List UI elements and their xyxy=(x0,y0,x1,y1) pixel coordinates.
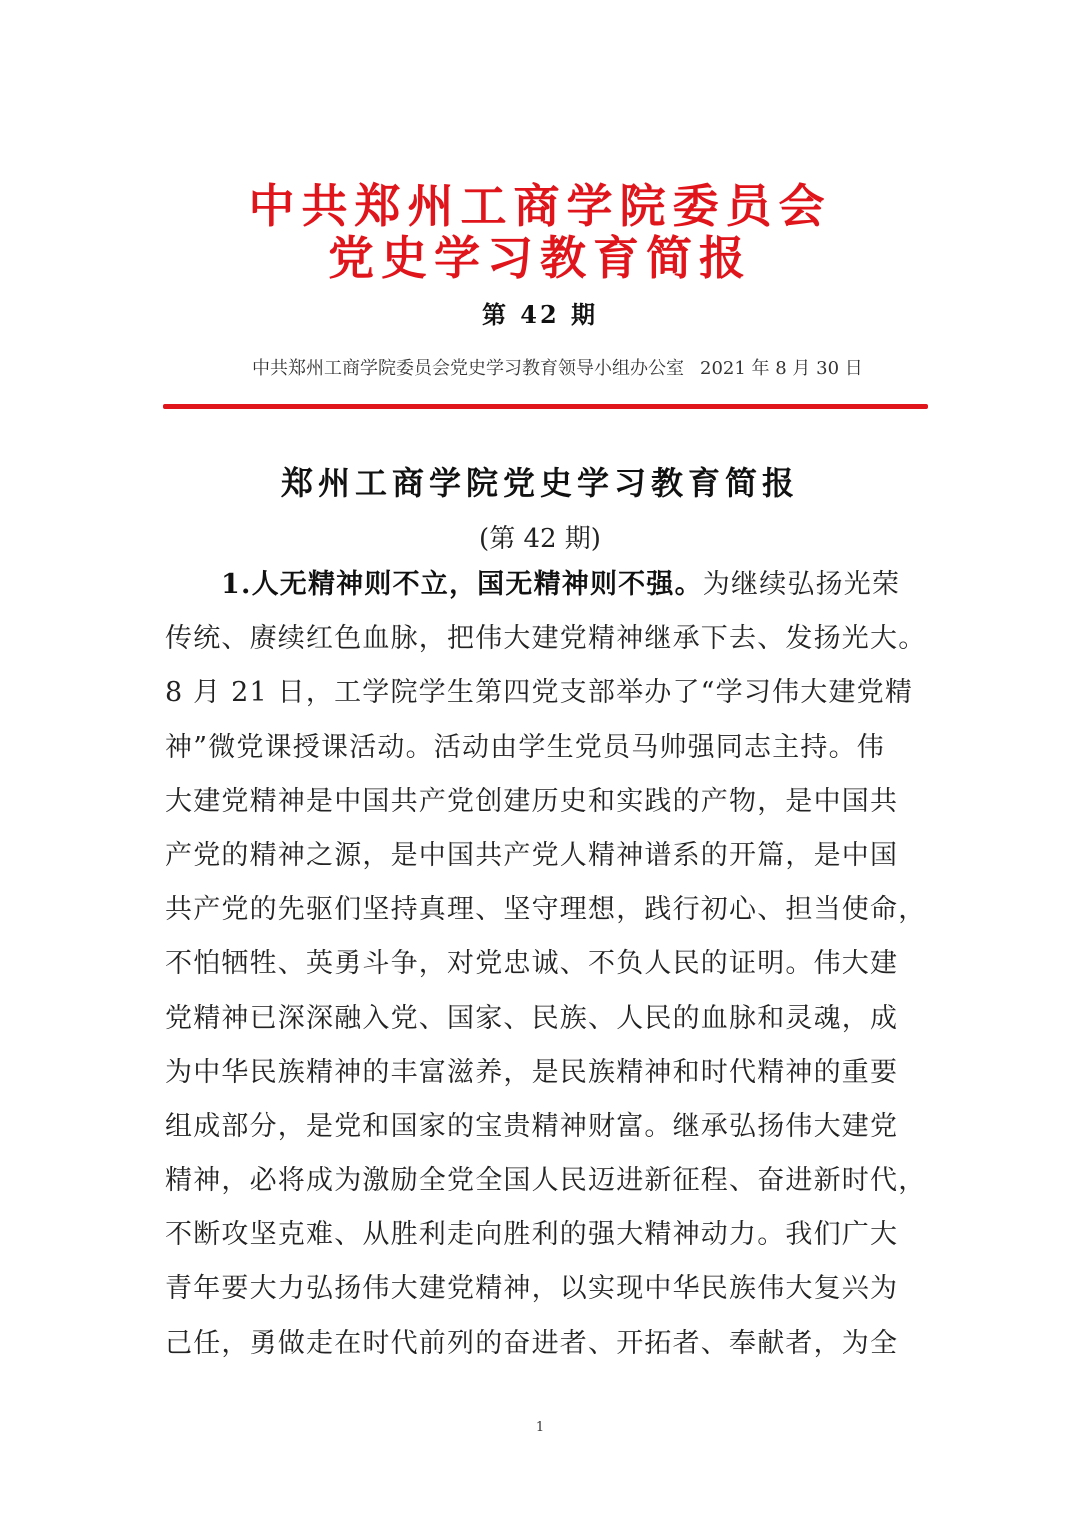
article-body xyxy=(165,558,927,1371)
body-line: 党精神已深深融入党、国家、民族、人民的血脉和灵魂，成 xyxy=(165,1002,899,1034)
body-line: 己任，勇做走在时代前列的奋进者、开拓者、奉献者，为全 xyxy=(165,1327,899,1359)
body-line: 产党的精神之源，是中国共产党人精神谱系的开篇，是中国 xyxy=(165,839,899,871)
body-line: 青年要大力弘扬伟大建党精神，以实现中华民族伟大复兴为 xyxy=(165,1273,899,1305)
issue-date: 2021 年 8 月 30 日 xyxy=(700,358,863,379)
red-divider xyxy=(163,404,928,409)
body-line: 共产党的先驱们坚持真理、坚守理想，践行初心、担当使命， xyxy=(165,894,927,926)
issue-number: 第 42 期 xyxy=(481,300,599,329)
body-line: 不断攻坚克难、从胜利走向胜利的强大精神动力。我们广大 xyxy=(165,1219,899,1251)
body-line: 传统、赓续红色血脉，把伟大建党精神继承下去、发扬光大。 xyxy=(165,623,927,655)
body-line: 不怕牺牲、英勇斗争，对党忠诚、不负人民的证明。伟大建 xyxy=(165,948,899,980)
body-line: 神”微党课授课活动。活动由学生党员马帅强同志主持。伟 xyxy=(165,731,886,763)
issuing-office: 中共郑州工商学院委员会党史学习教育领导小组办公室 xyxy=(252,358,684,379)
body-line: 为中华民族精神的丰富滋养，是民族精神和时代精神的重要 xyxy=(165,1056,899,1088)
body-line: 组成部分，是党和国家的宝贵精神财富。继承弘扬伟大建党 xyxy=(165,1110,899,1142)
masthead-title-line2: 党史学习教育简报 xyxy=(328,231,752,285)
masthead-title-line1: 中共郑州工商学院委员会 xyxy=(248,179,832,233)
body-line: 大建党精神是中国共产党创建历史和实践的产物，是中国共 xyxy=(165,785,899,817)
body-line: 8 月 21 日，工学院学生第四党支部举办了“学习伟大建党精 xyxy=(165,677,914,709)
body-line xyxy=(165,558,917,612)
lead-sentence: 1.人无精神则不立，国无精神则不强。 xyxy=(221,569,703,600)
article-subtitle: (第 42 期) xyxy=(479,524,601,554)
page-number: 1 xyxy=(535,1420,545,1435)
body-line-text: 为继续弘扬光荣 xyxy=(702,569,901,600)
article-title: 郑州工商学院党史学习教育简报 xyxy=(280,464,799,502)
body-line: 精神，必将成为激励全党全国人民迈进新征程、奋进新时代， xyxy=(165,1165,927,1197)
